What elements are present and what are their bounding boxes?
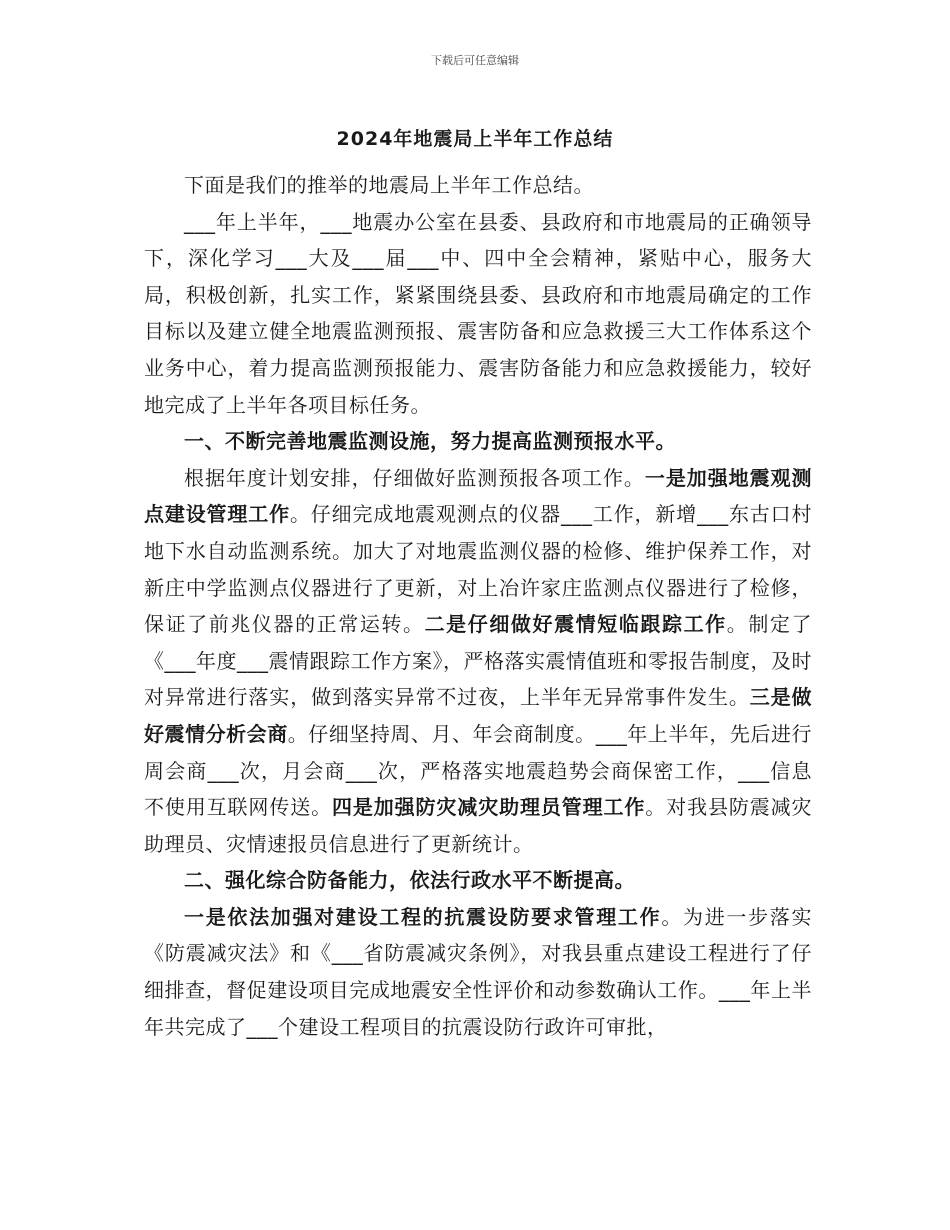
text-run: 。仔细完成地震观测点的仪器___工作，新增___东古口村地下水自动监测系统。加大了对地震监测仪器的检修、维护保养工作，对新庄中学监测点仪器进行了更新，对上冶许家庄监测点仪器进行了检修，保证了前兆仪器的正常运转。 — [144, 502, 813, 637]
intro-paragraph: 下面是我们的推举的地震局上半年工作总结。 — [184, 173, 594, 197]
section-2-paragraph — [144, 899, 812, 1045]
text-run: 根据年度计划安排，仔细做好监测预报各项工作。 — [184, 465, 645, 490]
bold-point-5: 一是依法加强对建设工程的抗震设防要求管理工作 — [184, 904, 662, 929]
section-heading-1: 一、不断完善地震监测设施，努力提高监测预报水平。 — [184, 429, 676, 454]
section-heading-2: 二、强化综合防备能力，依法行政水平不断提高。 — [184, 868, 635, 893]
bold-point-3: 三是做好震情分析会商 — [144, 685, 813, 746]
text-run: 。对我县防震减灾助理员、灾情速报员信息进行了更新统计。 — [144, 795, 813, 856]
section-1-paragraph — [144, 460, 812, 863]
page-header-note: 下载后可任意编辑 — [431, 54, 519, 67]
text-run: 。制定了《___年度___震情跟踪工作方案》，严格落实震情值班和零报告制度，及时对异常进行落实，做到落实异常不过夜，上半年无异常事件发生。 — [144, 612, 813, 710]
document-body — [144, 167, 812, 1045]
text-run: 。为进一步落实《防震减灾法》和《___省防震减灾条例》，对我县重点建设工程进行了仔细排查，督促建设项目完成地震安全性评价和动参数确认工作。___年上半年共完成了___个建设工程项目的抗震设防行政许可审批， — [144, 904, 813, 1039]
bold-point-2: 二是仔细做好震情短临跟踪工作 — [424, 612, 727, 637]
document-title: 2024年地震局上半年工作总结 — [336, 128, 614, 150]
bold-point-4: 四是加强防灾减灾助理员管理工作 — [331, 795, 646, 820]
text-run: 。仔细坚持周、月、年会商制度。___年上半年，先后进行周会商___次，月会商___次，严格落实地震趋势会商保密工作，___信息不使用互联网传送。 — [144, 721, 813, 820]
bold-point-1: 一是加强地震观测点建设管理工作 — [144, 465, 813, 527]
summary-paragraph: ___年上半年，___地震办公室在县委、县政府和市地震局的正确领导下，深化学习___大及___届___中、四中全会精神，紧贴中心，服务大局，积极创新，扎实工作，紧紧围绕县委、县政府和市地震局确定的工作目标以及建立健全地震监测预报、震害防备和应急救援三大工作体系这个业务中心，着力提高监测预报能力、震害防备能力和应急救援能力，较好地完成了上半年各项目标任务。 — [144, 209, 812, 417]
